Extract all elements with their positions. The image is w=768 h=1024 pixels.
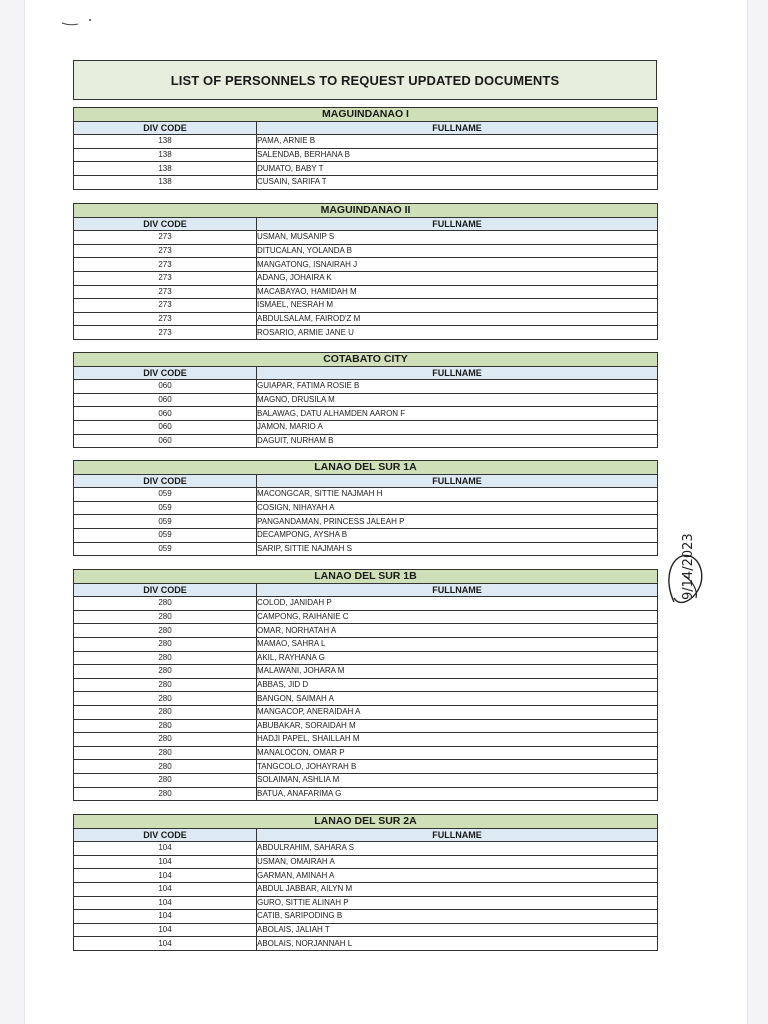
- fullname-cell: MANGACOP, ANERAIDAH A: [257, 705, 658, 719]
- table-row: [74, 665, 658, 679]
- fullname-cell: MACONGCAR, SITTIE NAJMAH H: [257, 488, 658, 502]
- table-row: [74, 312, 658, 326]
- table-row: [74, 285, 658, 299]
- column-header-fullname: FULLNAME: [257, 583, 658, 597]
- fullname-cell: ABUBAKAR, SORAIDAH M: [257, 719, 658, 733]
- personnel-table: [73, 107, 658, 190]
- div-code-cell: 280: [74, 705, 257, 719]
- div-code-cell: 104: [74, 910, 257, 924]
- div-code-cell: 273: [74, 312, 257, 326]
- div-code-cell: 104: [74, 869, 257, 883]
- fullname-cell: MANALOCON, OMAR P: [257, 746, 658, 760]
- fullname-cell: PAMA, ARNIE B: [257, 135, 658, 149]
- div-code-cell: 273: [74, 326, 257, 340]
- div-code-cell: 273: [74, 299, 257, 313]
- scan-mark-icon: [60, 14, 100, 28]
- column-header-fullname: FULLNAME: [257, 121, 658, 135]
- table-row: [74, 760, 658, 774]
- div-code-cell: 060: [74, 407, 257, 421]
- div-code-cell: 138: [74, 148, 257, 162]
- column-header-fullname: FULLNAME: [257, 217, 658, 231]
- div-code-cell: 280: [74, 597, 257, 611]
- column-header-fullname: FULLNAME: [257, 828, 658, 842]
- table-row: [74, 271, 658, 285]
- div-code-cell: 280: [74, 610, 257, 624]
- personnel-table: [73, 203, 658, 340]
- table-row: [74, 231, 658, 245]
- personnel-table: [73, 460, 658, 556]
- div-code-cell: 280: [74, 719, 257, 733]
- table-row: [74, 597, 658, 611]
- div-code-cell: 104: [74, 937, 257, 951]
- fullname-cell: GUIAPAR, FATIMA ROSIE B: [257, 380, 658, 394]
- div-code-cell: 280: [74, 746, 257, 760]
- table-row: [74, 326, 658, 340]
- fullname-cell: MAGNO, DRUSILA M: [257, 393, 658, 407]
- table-row: [74, 746, 658, 760]
- table-row: [74, 610, 658, 624]
- table-row: [74, 542, 658, 556]
- div-code-cell: 104: [74, 923, 257, 937]
- div-code-cell: 104: [74, 882, 257, 896]
- table-row: [74, 162, 658, 176]
- div-code-cell: 059: [74, 488, 257, 502]
- personnel-table: [73, 569, 658, 801]
- div-code-cell: 280: [74, 760, 257, 774]
- column-header-div-code: DIV CODE: [74, 366, 257, 380]
- section-heading: COTABATO CITY: [74, 353, 658, 367]
- table-row: [74, 380, 658, 394]
- fullname-cell: PANGANDAMAN, PRINCESS JALEAH P: [257, 515, 658, 529]
- personnel-table: [73, 814, 658, 951]
- fullname-cell: USMAN, MUSANIP S: [257, 231, 658, 245]
- fullname-cell: ABOLAIS, NORJANNAH L: [257, 937, 658, 951]
- table-row: [74, 420, 658, 434]
- table-row: [74, 244, 658, 258]
- fullname-cell: COSIGN, NIHAYAH A: [257, 501, 658, 515]
- column-header-div-code: DIV CODE: [74, 217, 257, 231]
- fullname-cell: MACABAYAO, HAMIDAH M: [257, 285, 658, 299]
- div-code-cell: 280: [74, 651, 257, 665]
- fullname-cell: BALAWAG, DATU ALHAMDEN AARON F: [257, 407, 658, 421]
- column-header-div-code: DIV CODE: [74, 583, 257, 597]
- fullname-cell: ABDULSALAM, FAIROD'Z M: [257, 312, 658, 326]
- section-heading: MAGUINDANAO I: [74, 108, 658, 122]
- table-row: [74, 678, 658, 692]
- table-row: [74, 869, 658, 883]
- column-header-div-code: DIV CODE: [74, 121, 257, 135]
- div-code-cell: 060: [74, 434, 257, 448]
- table-row: [74, 148, 658, 162]
- document-title: LIST OF PERSONNELS TO REQUEST UPDATED DOCUMENTS: [73, 60, 657, 100]
- column-header-fullname: FULLNAME: [257, 474, 658, 488]
- section-1: [73, 203, 658, 340]
- div-code-cell: 280: [74, 637, 257, 651]
- section-0: [73, 107, 658, 190]
- section-4: [73, 569, 658, 801]
- table-row: [74, 501, 658, 515]
- table-row: [74, 719, 658, 733]
- fullname-cell: COLOD, JANIDAH P: [257, 597, 658, 611]
- table-row: [74, 407, 658, 421]
- fullname-cell: DITUCALAN, YOLANDA B: [257, 244, 658, 258]
- div-code-cell: 104: [74, 842, 257, 856]
- table-row: [74, 135, 658, 149]
- fullname-cell: GARMAN, AMINAH A: [257, 869, 658, 883]
- fullname-cell: HADJI PAPEL, SHAILLAH M: [257, 733, 658, 747]
- signature-date-text: 9/14/2023: [681, 533, 696, 600]
- section-3: [73, 460, 658, 556]
- fullname-cell: CUSAIN, SARIFA T: [257, 175, 658, 189]
- div-code-cell: 280: [74, 665, 257, 679]
- personnel-table: [73, 352, 658, 448]
- section-heading: MAGUINDANAO II: [74, 204, 658, 218]
- div-code-cell: 060: [74, 380, 257, 394]
- fullname-cell: SALENDAB, BERHANA B: [257, 148, 658, 162]
- fullname-cell: MALAWANI, JOHARA M: [257, 665, 658, 679]
- div-code-cell: 059: [74, 501, 257, 515]
- div-code-cell: 280: [74, 678, 257, 692]
- div-code-cell: 280: [74, 624, 257, 638]
- div-code-cell: 273: [74, 271, 257, 285]
- fullname-cell: DECAMPONG, AYSHA B: [257, 528, 658, 542]
- section-5: [73, 814, 658, 951]
- fullname-cell: CAMPONG, RAIHANIE C: [257, 610, 658, 624]
- table-row: [74, 855, 658, 869]
- table-row: [74, 515, 658, 529]
- table-row: [74, 923, 658, 937]
- fullname-cell: USMAN, OMAIRAH A: [257, 855, 658, 869]
- fullname-cell: ABOLAIS, JALIAH T: [257, 923, 658, 937]
- fullname-cell: ISMAEL, NESRAH M: [257, 299, 658, 313]
- table-row: [74, 910, 658, 924]
- fullname-cell: JAMON, MARIO A: [257, 420, 658, 434]
- fullname-cell: TANGCOLO, JOHAYRAH B: [257, 760, 658, 774]
- div-code-cell: 273: [74, 258, 257, 272]
- table-row: [74, 896, 658, 910]
- div-code-cell: 138: [74, 135, 257, 149]
- table-row: [74, 299, 658, 313]
- fullname-cell: CATIB, SARIPODING B: [257, 910, 658, 924]
- fullname-cell: DAGUIT, NURHAM B: [257, 434, 658, 448]
- table-row: [74, 637, 658, 651]
- fullname-cell: ROSARIO, ARMIE JANE U: [257, 326, 658, 340]
- fullname-cell: SARIP, SITTIE NAJMAH S: [257, 542, 658, 556]
- fullname-cell: SOLAIMAN, ASHLIA M: [257, 773, 658, 787]
- table-row: [74, 937, 658, 951]
- table-row: [74, 528, 658, 542]
- fullname-cell: GURO, SITTIE ALINAH P: [257, 896, 658, 910]
- div-code-cell: 280: [74, 773, 257, 787]
- div-code-cell: 060: [74, 393, 257, 407]
- table-row: [74, 773, 658, 787]
- div-code-cell: 273: [74, 285, 257, 299]
- div-code-cell: 059: [74, 542, 257, 556]
- fullname-cell: ADANG, JOHAIRA K: [257, 271, 658, 285]
- table-row: [74, 393, 658, 407]
- column-header-fullname: FULLNAME: [257, 366, 658, 380]
- fullname-cell: OMAR, NORHATAH A: [257, 624, 658, 638]
- table-row: [74, 705, 658, 719]
- div-code-cell: 280: [74, 692, 257, 706]
- div-code-cell: 273: [74, 231, 257, 245]
- table-row: [74, 434, 658, 448]
- table-row: [74, 175, 658, 189]
- table-row: [74, 624, 658, 638]
- table-row: [74, 258, 658, 272]
- table-row: [74, 733, 658, 747]
- fullname-cell: ABDUL JABBAR, AILYN M: [257, 882, 658, 896]
- fullname-cell: ABBAS, JID D: [257, 678, 658, 692]
- table-row: [74, 787, 658, 801]
- column-header-div-code: DIV CODE: [74, 828, 257, 842]
- div-code-cell: 059: [74, 528, 257, 542]
- section-2: [73, 352, 658, 448]
- div-code-cell: 138: [74, 175, 257, 189]
- fullname-cell: AKIL, RAYHANA G: [257, 651, 658, 665]
- div-code-cell: 273: [74, 244, 257, 258]
- table-row: [74, 882, 658, 896]
- section-heading: LANAO DEL SUR 1A: [74, 461, 658, 475]
- div-code-cell: 104: [74, 855, 257, 869]
- fullname-cell: BANGON, SAIMAH A: [257, 692, 658, 706]
- fullname-cell: BATUA, ANAFARIMA G: [257, 787, 658, 801]
- signature-date-mark: [662, 490, 722, 610]
- div-code-cell: 138: [74, 162, 257, 176]
- div-code-cell: 060: [74, 420, 257, 434]
- fullname-cell: ABDULRAHIM, SAHARA S: [257, 842, 658, 856]
- fullname-cell: DUMATO, BABY T: [257, 162, 658, 176]
- table-row: [74, 651, 658, 665]
- div-code-cell: 104: [74, 896, 257, 910]
- table-row: [74, 488, 658, 502]
- table-row: [74, 842, 658, 856]
- table-row: [74, 692, 658, 706]
- section-heading: LANAO DEL SUR 2A: [74, 815, 658, 829]
- fullname-cell: MANGATONG, ISNAIRAH J: [257, 258, 658, 272]
- div-code-cell: 059: [74, 515, 257, 529]
- div-code-cell: 280: [74, 733, 257, 747]
- div-code-cell: 280: [74, 787, 257, 801]
- fullname-cell: MAMAO, SAHRA L: [257, 637, 658, 651]
- section-heading: LANAO DEL SUR 1B: [74, 570, 658, 584]
- column-header-div-code: DIV CODE: [74, 474, 257, 488]
